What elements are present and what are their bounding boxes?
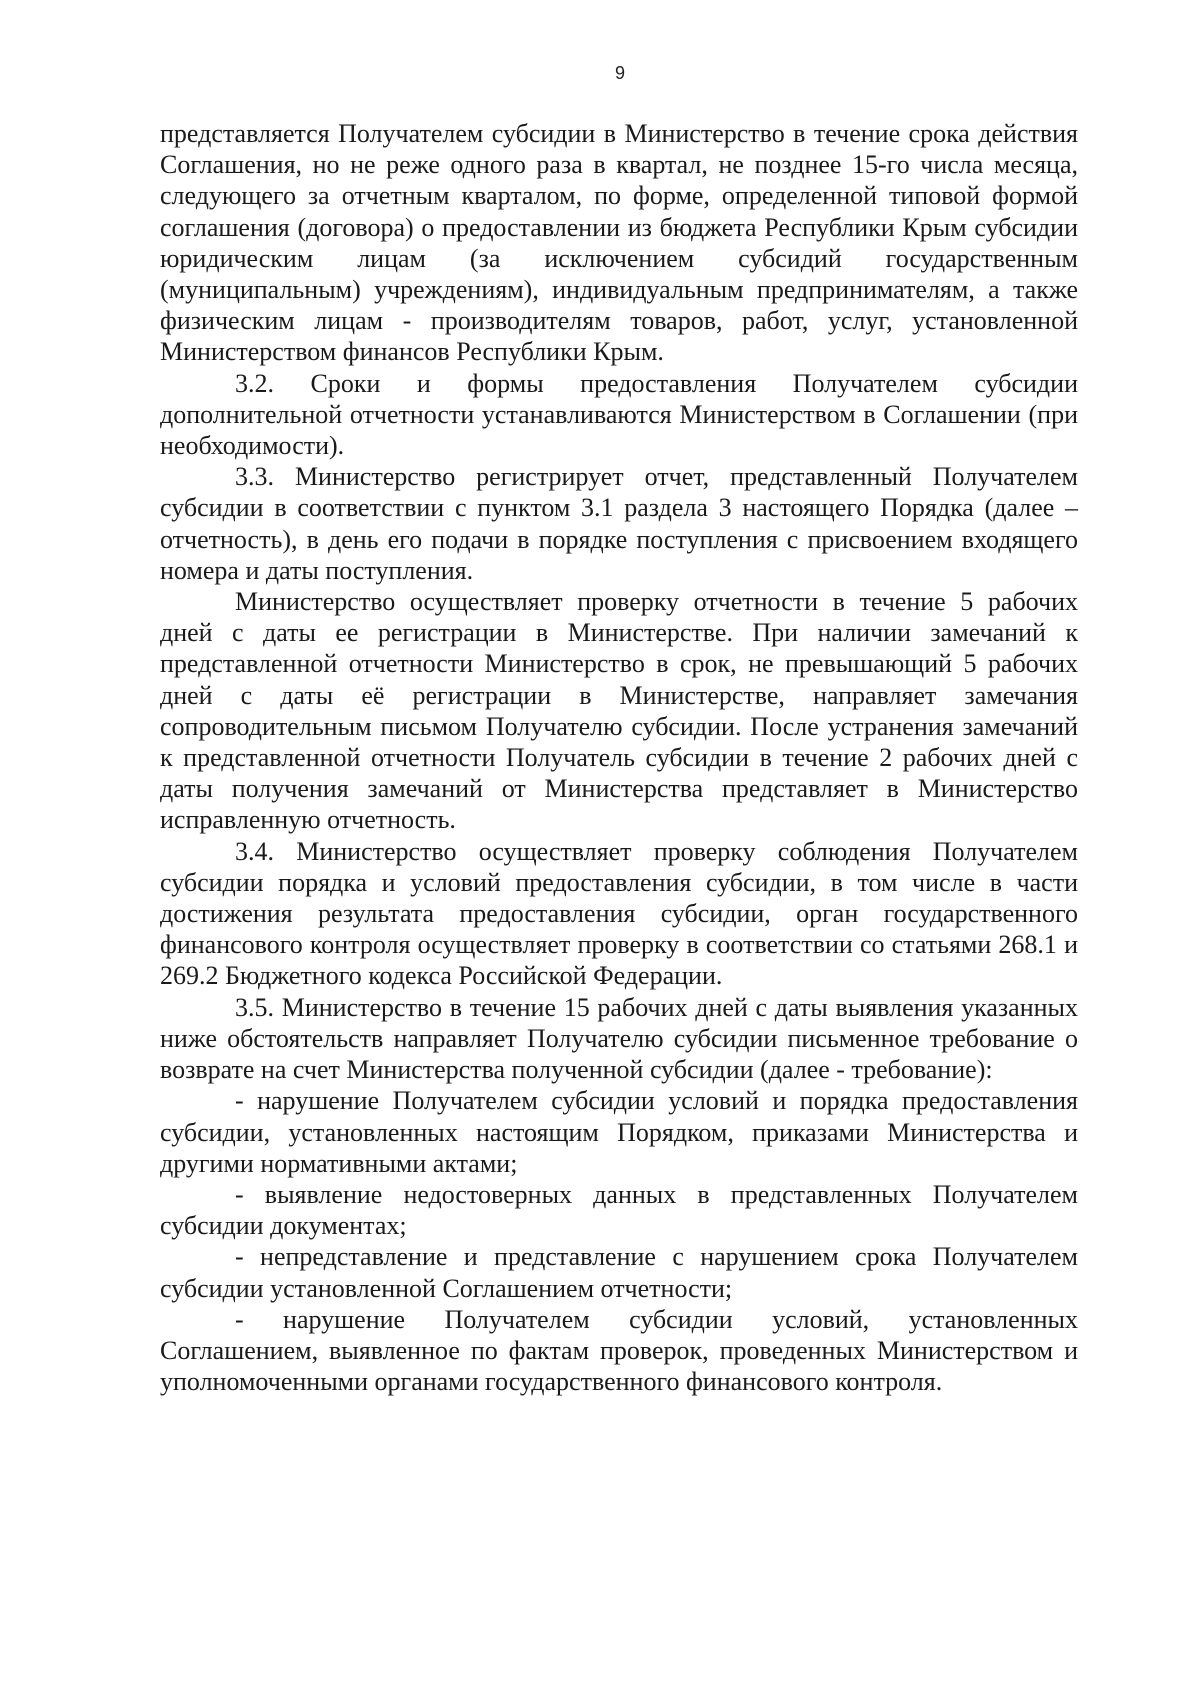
paragraph-3-5: 3.5. Министерство в течение 15 рабочих дней с даты выявления указанных ниже обстоятельств направляет Получателю субсидии письменное требование о возврате на счет Министерства полученной субсидии (далее - требование): [160,992,1078,1085]
list-item-late-report: - непредставление и представление с нарушением срока Получателем субсидии установленной Соглашением отчетности; [160,1242,1078,1303]
list-item-violation: - нарушение Получателем субсидии условий и порядка предоставления субсидии, установленных настоящим Порядком, приказами Министерства и другими нормативными актами; [160,1086,1078,1178]
paragraph-3-3: 3.3. Министерство регистрирует отчет, представленный Получателем субсидии в соответствии с пунктом 3.1 раздела 3 настоящего Порядка (далее – отчетность), в день его подачи в порядке поступления с присвоением входящего номера и даты поступления. [160,462,1078,585]
paragraph-report-review: Министерство осуществляет проверку отчетности в течение 5 рабочих дней с даты ее регистрации в Министерстве. При наличии замечаний к представленной отчетности Министерство в срок, не превышающий 5 рабочих дней с даты её регистрации в Министерстве, направляет замечания сопроводительным письмом Получателю субсидии. После устранения замечаний к представленной отчетности Получатель субсидии в течение 2 рабочих дней с даты получения замечаний от Министерства представляет в Министерство исправленную отчетность. [160,587,1078,835]
list-item-false-data: - выявление недостоверных данных в представленных Получателем субсидии документах; [160,1179,1078,1241]
paragraph-3-2: 3.2. Сроки и формы предоставления Получателем субсидии дополнительной отчетности устанавливаются Министерством в Соглашении (при необходимости). [160,368,1078,461]
paragraph-reporting-continuation: представляется Получателем субсидии в Министерство в течение срока действия Соглашения, но не реже одного раза в квартал, не позднее 15-го числа месяца, следующего за отчетным кварталом, по форме, определенной типовой формой соглашения (договора) о предоставлении из бюджета Республики Крым субсидии юридическим лицам (за исключением субсидий государственным (муниципальным) учреждениям), индивидуальным предпринимателям, а также физическим лицам - производителям товаров, работ, услуг, установленной Министерством финансов Республики Крым. [160,119,1078,367]
list-item-agreement-violation: - нарушение Получателем субсидии условий, установленных Соглашением, выявленное по фактам проверок, проведенных Министерством и уполномоченными органами государственного финансового контроля. [160,1304,1078,1397]
paragraph-3-4: 3.4. Министерство осуществляет проверку соблюдения Получателем субсидии порядка и условий предоставления субсидии, в том числе в части достижения результата предоставления субсидии, орган государственного финансового контроля осуществляет проверку в соответствии со статьями 268.1 и 269.2 Бюджетного кодекса Российской Федерации. [160,836,1078,991]
document-body [160,118,1078,1397]
page-number: 9 [614,63,625,83]
